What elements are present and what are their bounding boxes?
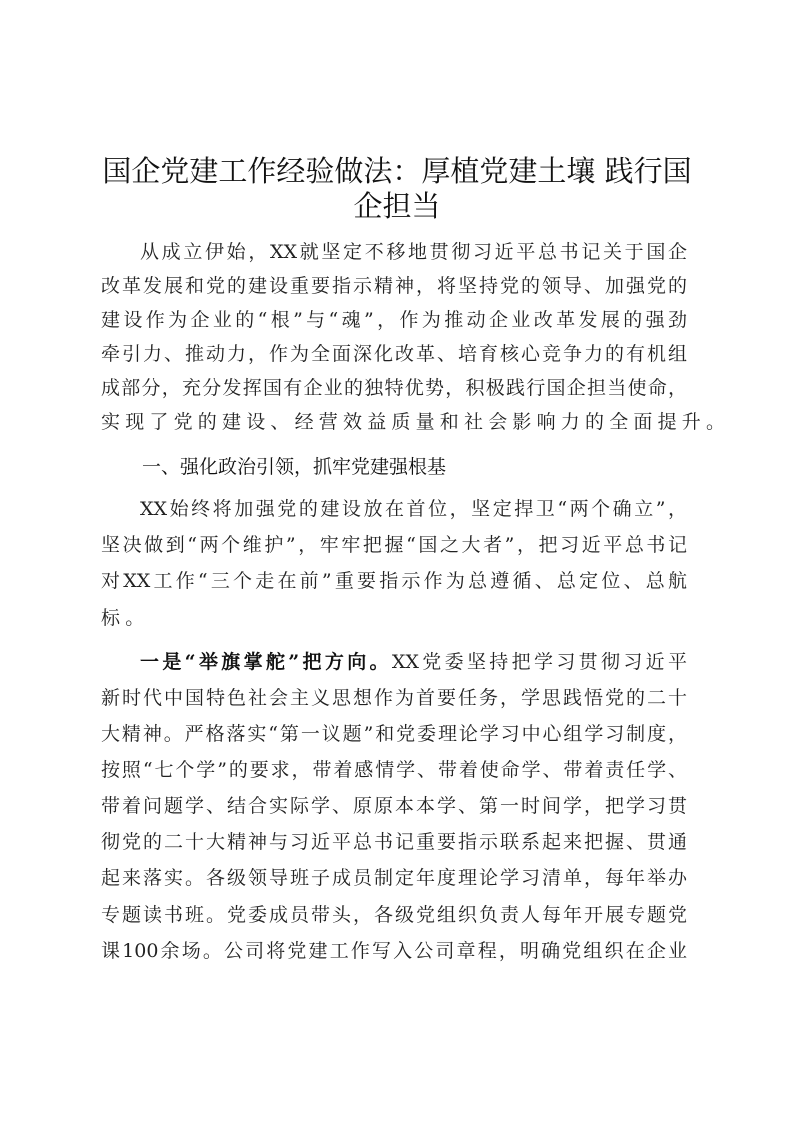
text-line: 坚决做到“两个维护”，牢牢把握“国之大者”，把习近平总书记 [101,534,687,556]
text-line: 彻党的二十大精神与习近平总书记重要指示联系起来把握、贯通 [101,831,687,853]
text-line: 改革发展和党的建设重要指示精神，将坚持党的领导、加强党的 [101,275,687,297]
text-line: 专题读书班。党委成员带头，各级党组织负责人每年开展专题党 [101,904,687,926]
text-line: 起来落实。各级领导班子成员制定年度理论学习清单，每年举办 [101,867,687,889]
text-line: 建设作为企业的“根”与“魂”，作为推动企业改革发展的强劲 [101,309,687,331]
text-line: 标。 [101,607,150,629]
text-line: 课100余场。公司将党建工作写入公司章程，明确党组织在企业 [101,940,687,962]
text-line [140,650,687,674]
text-line: 带着问题学、结合实际学、原原本本学、第一时间学，把学习贯 [101,795,687,817]
section-heading: 一、强化政治引领，抓牢党建强根基 [142,456,447,478]
text-line: XX始终将加强党的建设放在首位，坚定捍卫“两个确立”， [140,498,687,520]
text-line: 实现了党的建设、经营效益质量和社会影响力的全面提升。 [101,411,731,433]
document-title-line-1: 国企党建工作经验做法：厚植党建土壤 践行国 [102,154,692,188]
document-title-line-2: 企担当 [353,189,441,223]
point-text: XX党委坚持把学习贯彻习近平 [391,651,687,673]
text-line: 成部分，充分发挥国有企业的独特优势，积极践行国企担当使命， [101,377,687,399]
text-line: 新时代中国特色社会主义思想作为首要任务，学思践悟党的二十 [101,687,687,709]
point-lead-in: 一是“举旗掌舵”把方向。 [140,651,392,673]
text-line: 牵引力、推动力，作为全面深化改革、培育核心竞争力的有机组 [101,343,687,365]
text-line: 大精神。严格落实“第一议题”和党委理论学习中心组学习制度， [101,723,687,745]
text-line: 按照“七个学”的要求，带着感情学、带着使命学、带着责任学、 [101,759,687,781]
text-line: 对XX工作“三个走在前”重要指示作为总遵循、总定位、总航 [101,570,687,592]
text-line: 从成立伊始，XX就坚定不移地贯彻习近平总书记关于国企 [140,241,687,263]
